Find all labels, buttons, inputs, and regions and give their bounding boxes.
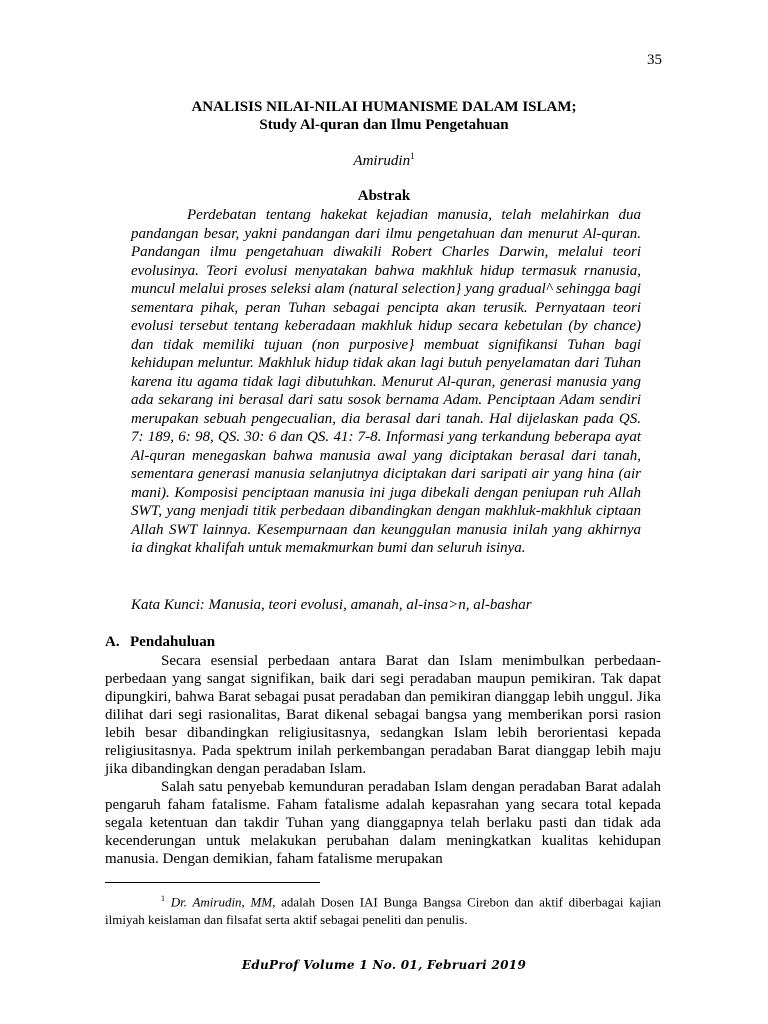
title-line-2: Study Al-quran dan Ilmu Pengetahuan — [259, 117, 509, 133]
author — [0, 151, 768, 170]
footnote-divider — [105, 882, 320, 883]
footnote-mark: 1 — [161, 894, 165, 903]
footnote-author-name: Dr. Amirudin, MM — [170, 894, 273, 910]
paper-title — [0, 98, 768, 134]
journal-footer: EduProf Volume 1 No. 01, Februari 2019 — [241, 958, 527, 972]
section-body — [105, 652, 661, 868]
author-name: Amirudin — [353, 153, 411, 169]
abstract-heading: Abstrak — [357, 188, 411, 204]
page-number: 35 — [647, 52, 662, 68]
abstract-body — [131, 206, 641, 558]
section-title: Pendahuluan — [130, 634, 216, 650]
keywords: Kata Kunci: Manusia, teori evolusi, amanah, al-insa>n, al-bashar — [131, 597, 532, 613]
section-heading — [105, 634, 215, 651]
footnote — [105, 890, 661, 929]
author-footnote-mark: 1 — [410, 151, 415, 161]
section-paragraph-2: Salah satu penyebab kemunduran peradaban Islam dengan peradaban Barat adalah pengaruh faham fatalisme. Faham fatalisme adalah kepasrahan yang secara total kepada segala ketentuan dan takdir Tuhan yang dianggapnya telah berlaku pasti dan tidak ada kecenderungan untuk melakukan perubahan dalam meningkatkan kualitas kehidupan manusia. Dengan demikian, faham fatalisme merupakan — [105, 779, 661, 867]
title-line-1: ANALISIS NILAI-NILAI HUMANISME DALAM ISLAM; — [191, 99, 577, 115]
section-letter: A. — [105, 634, 120, 650]
abstract-text: Perdebatan tentang hakekat kejadian manusia, telah melahirkan dua pandangan besar, yakni pandangan dari ilmu pengetahuan dan menurut Al-quran. Pandangan ilmu pengetahuan diwakili Robert Charles Darwin, melalui teori evolusinya. Teori evolusi menyatakan bahwa makhluk hidup termasuk rnanusia, muncul melalui proses seleksi alam (natural selection} yang gradual^ sehingga bagi sementara pihak, peran Tuhan sebagai pencipta akan terusik. Pernyataan teori evolusi tersebut tentang keberadaan makhluk hidup secara kebetulan (by chance) dan tidak memiliki tujuan (non purposive} membuat signifikansi Tuhan bagi kehidupan meluntur. Makhluk hidup tidak akan lagi butuh penyelamatan dari Tuhan karena itu agama tidak lagi dibutuhkan. Menurut Al-quran, generasi manusia yang ada sekarang ini berasal dari satu sosok bernama Adam. Penciptaan Adam sendiri merupakan sebuah pengecualian, dia berasal dari tanah. Hal dijelaskan pada QS. 7: 189, 6: 98, QS. 30: 6 dan QS. 41: 7-8. Informasi yang terkandung beberapa ayat Al-quran menegaskan bahwa manusia awal yang diciptakan berasal dari tanah, sementara generasi manusia selanjutnya diciptakan dari saripati air yang hina (air mani). Komposisi penciptaan manusia ini juga dibekali dengan peniupan ruh Allah SWT, yang menjadi titik perbedaan dibandingkan dengan makhluk-makhluk ciptaan Allah SWT lainnya. Kesempurnaan dan keunggulan manusia inilah yang akhirnya ia dingkat khalifah untuk memakmurkan bumi dan seluruh isinya. — [131, 207, 641, 556]
footnote-text: , adalah Dosen IAI Bunga Bangsa Cirebon dan aktif diberbagai kajian ilmiyah keislaman dan filsafat serta aktif sebagai peneliti dan penulis. — [105, 894, 662, 928]
section-paragraph-1: Secara esensial perbedaan antara Barat dan Islam menimbulkan perbedaan-perbedaan yang sangat signifikan, baik dari segi peradaban maupun pemikiran. Tak dapat dipungkiri, bahwa Barat sebagai pusat peradaban dan pemikiran dianggap lebih unggul. Jika dilihat dari segi rasionalitas, Barat dikenal sebagai bangsa yang memberikan porsi rasion lebih besar dibandingkan religiusitasnya, sedangkan Islam lebih berorientasi kepada religiusitasnya. Pada spektrum inilah perkembangan peradaban Barat dianggap lebih maju jika dibandingkan dengan peradaban Islam. — [105, 653, 661, 777]
